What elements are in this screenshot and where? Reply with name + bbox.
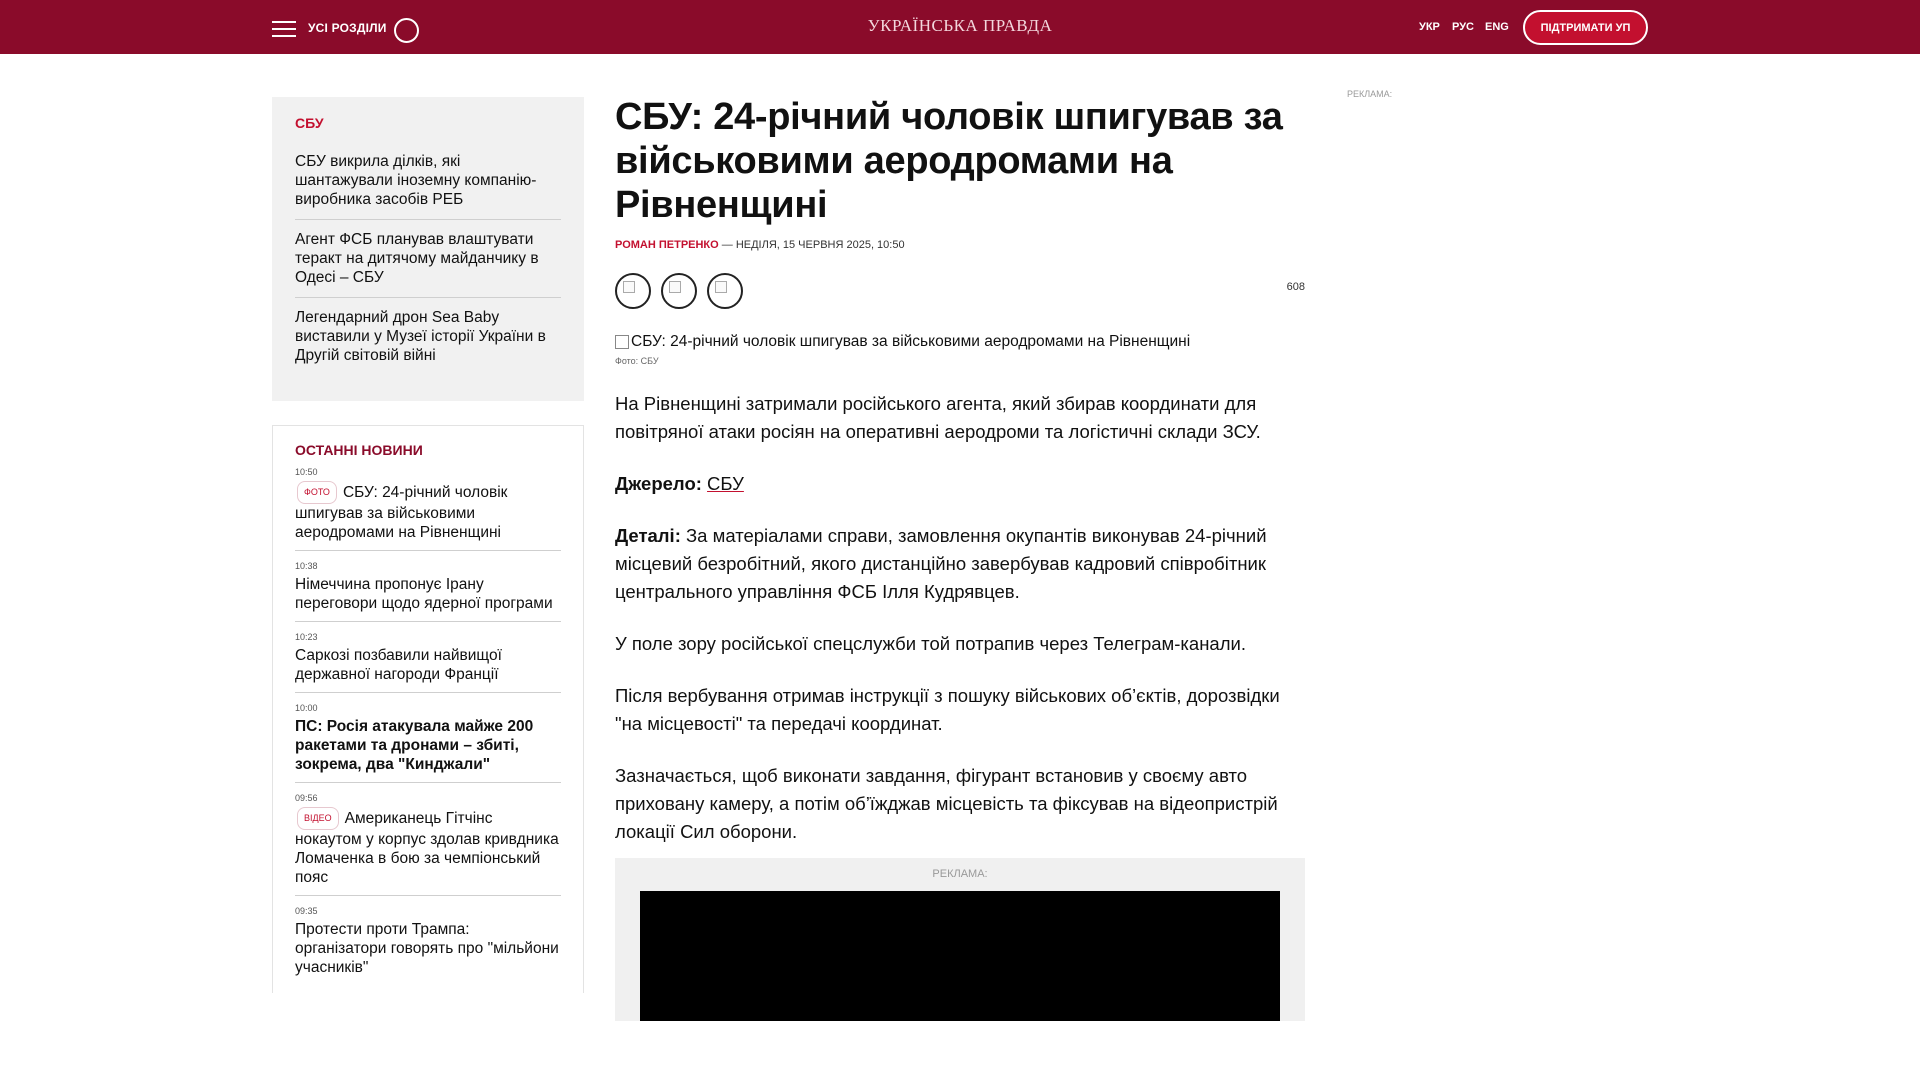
source-label: Джерело: xyxy=(615,473,702,494)
news-headline: Саркозі позбавили найвищої державної нагороди Франції xyxy=(295,647,502,683)
lang-eng-link[interactable]: ENG xyxy=(1485,21,1509,33)
side-ad-label: РЕКЛАМА: xyxy=(1347,89,1393,99)
broken-image-icon xyxy=(615,335,629,349)
source-link[interactable]: СБУ xyxy=(707,473,744,494)
related-item[interactable]: Агент ФСБ планував влаштувати теракт на дитячому майданчику в Одесі – СБУ xyxy=(295,230,561,298)
article-date: — НЕДІЛЯ, 15 ЧЕРВНЯ 2025, 10:50 xyxy=(718,239,905,251)
news-headline: Американець Гітчінс нокаутом у корпус здолав кривдника Ломаченка в бою за чемпіонський пояс xyxy=(295,810,559,886)
support-button[interactable]: ПІДТРИМАТИ УП xyxy=(1523,10,1648,45)
article xyxy=(615,95,1305,1021)
details-label: Деталі: xyxy=(615,525,681,546)
lang-ukr-link[interactable]: УКР xyxy=(1419,21,1440,33)
details-text: За матеріалами справи, замовлення окупантів виконував 24-річний місцевий безробітний, якого дистанційно завербував кадровий співробітник центрального управління ФСБ Ілля Кудрявцев. xyxy=(615,525,1267,602)
menu-icon[interactable] xyxy=(272,21,296,37)
lang-rus-link[interactable]: РУС xyxy=(1452,21,1474,33)
site-logo[interactable]: УКРАЇНСЬКА ПРАВДА xyxy=(867,16,1053,35)
all-sections-link[interactable]: УСІ РОЗДІЛИ xyxy=(308,21,387,35)
news-time: 10:38 xyxy=(295,561,318,571)
article-title: СБУ: 24-річний чоловік шпигував за військовими аеродромами на Рівненщині xyxy=(615,96,1283,226)
news-item[interactable] xyxy=(295,561,561,622)
article-paragraph: На Рівненщині затримали російського агента, який збирав координати для повітряної атаки росіян на оперативні аеродроми та логістичні склади ЗСУ. xyxy=(615,393,1261,442)
news-headline: Протести проти Трампа: організатори говорять про "мільйони учасників" xyxy=(295,921,559,976)
latest-news xyxy=(272,425,584,993)
photo-credit: Фото: СБУ xyxy=(615,356,659,366)
related-section-title[interactable]: СБУ xyxy=(295,115,324,131)
news-item[interactable] xyxy=(295,703,561,783)
share-row xyxy=(615,273,1305,309)
photo-alt-text: СБУ: 24-річний чоловік шпигував за військовими аеродромами на Рівненщині xyxy=(631,333,1191,350)
related-item[interactable]: СБУ викрила ділків, які шантажували іноземну компанію-виробника засобів РЕБ xyxy=(295,152,561,220)
ad-video-player[interactable] xyxy=(640,891,1280,1021)
article-paragraph xyxy=(615,522,1305,606)
article-paragraph: Зазначається, щоб виконати завдання, фігурант встановив у своєму авто приховану камеру, а потім об’їжджав місцевість та фіксував на відеопристрій локації Сил оборони. xyxy=(615,765,1278,842)
latest-news-title[interactable]: ОСТАННІ НОВИНИ xyxy=(295,442,423,458)
news-time: 10:50 xyxy=(295,467,318,477)
article-paragraph: Після вербування отримав інструкції з пошуку військових об’єктів, дорозвідки "на місцевості" та передачі координат. xyxy=(615,685,1280,734)
news-item[interactable] xyxy=(295,632,561,693)
article-photo[interactable] xyxy=(615,333,1305,351)
news-time: 10:00 xyxy=(295,703,318,713)
share-telegram-icon[interactable] xyxy=(707,273,743,309)
related-section xyxy=(272,97,584,401)
video-badge: ВІДЕО xyxy=(297,807,339,830)
news-item[interactable] xyxy=(295,906,561,985)
news-time: 09:35 xyxy=(295,906,318,916)
news-headline: ПС: Росія атакувала майже 200 ракетами та дронами – збиті, зокрема, два "Кинджали" xyxy=(295,718,534,773)
news-time: 10:23 xyxy=(295,632,318,642)
search-icon[interactable] xyxy=(394,18,419,43)
news-text xyxy=(295,481,561,542)
article-source xyxy=(615,470,1305,498)
site-header xyxy=(0,0,1920,54)
news-time: 09:56 xyxy=(295,793,318,803)
share-twitter-icon[interactable] xyxy=(661,273,697,309)
news-item[interactable] xyxy=(295,467,561,551)
article-paragraph: У поле зору російської спецслужби той потрапив через Телеграм-канали. xyxy=(615,633,1246,654)
photo-badge: ФОТО xyxy=(297,481,337,504)
related-item[interactable]: Легендарний дрон Sea Baby виставили у Музеї історії України в Другій світовій війні xyxy=(295,309,546,364)
news-item[interactable] xyxy=(295,793,561,896)
news-text xyxy=(295,807,561,887)
ad-label: РЕКЛАМА: xyxy=(932,868,988,880)
news-headline: СБУ: 24-річний чоловік шпигував за військовими аеродромами на Рівненщині xyxy=(295,484,508,541)
inline-ad xyxy=(615,858,1305,1021)
article-meta xyxy=(615,239,1305,251)
views-count: 608 xyxy=(1286,281,1305,293)
share-facebook-icon[interactable] xyxy=(615,273,651,309)
news-headline: Німеччина пропонує Ірану переговори щодо ядерної програми xyxy=(295,576,553,612)
author-link[interactable]: РОМАН ПЕТРЕНКО xyxy=(615,239,719,251)
